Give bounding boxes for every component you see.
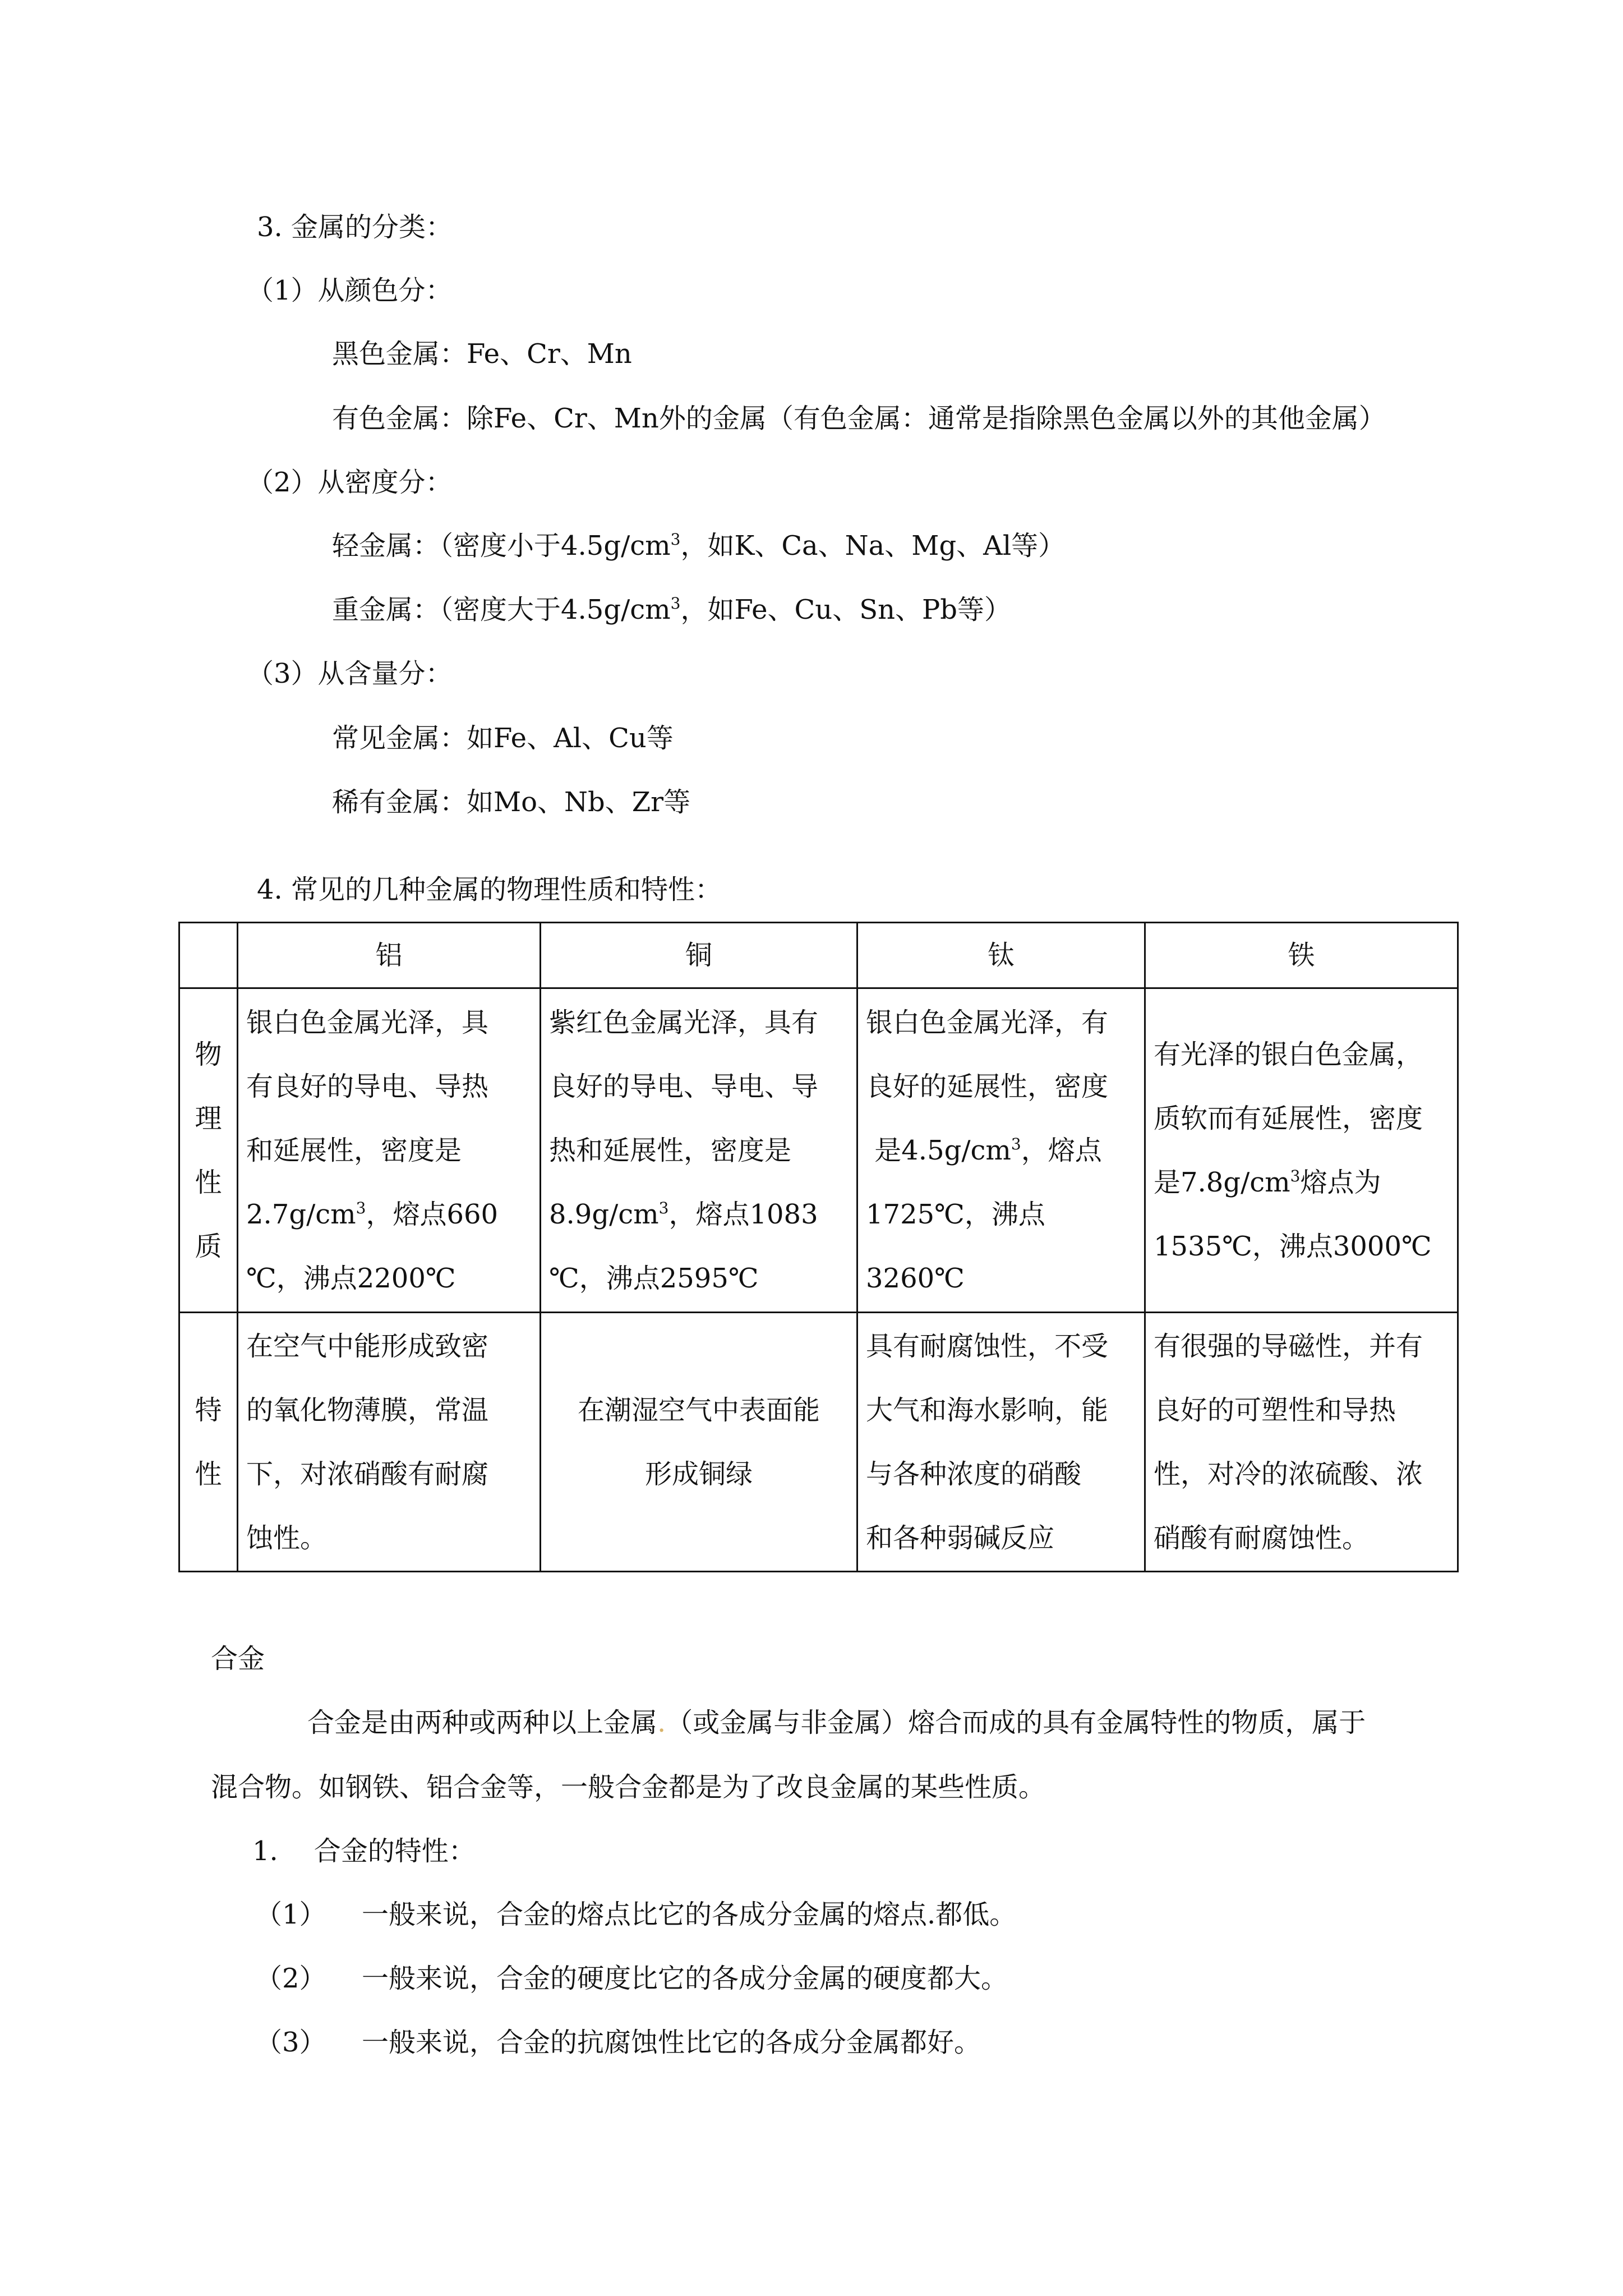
alloy-feature-3-number: （3） — [255, 2027, 326, 2058]
physical-properties-row — [179, 988, 1458, 1313]
metal-properties-table — [178, 922, 1459, 1572]
aluminum-physical-cell: 银白色金属光泽，具 有良好的导电、导热 和延展性，密度是 $2.7g/cm^3$，熔点660 ℃，沸点2200℃ — [238, 988, 541, 1313]
table-header-row — [179, 923, 1458, 988]
special-properties-row — [179, 1313, 1458, 1572]
colored-metals-line: 有色金属：除Fe、Cr、Mn外的金属（有色金属：通常是指除黑色金属以外的其他金属） — [332, 403, 1386, 434]
by-content-label: （3）从含量分： — [247, 658, 453, 689]
copper-special-cell: 在潮湿空气中表面能 形成铜绿 — [541, 1313, 857, 1572]
common-metals-line: 常见金属：如Fe、Al、Cu等 — [332, 723, 674, 754]
column-header-aluminum: 铝 — [238, 923, 541, 988]
titanium-physical-cell: 银白色金属光泽，有 良好的延展性，密度 是$4.5g/cm^3$，熔点 1725℃，沸点3260℃ — [857, 988, 1145, 1313]
column-header-iron: 铁 — [1145, 923, 1458, 988]
black-metals-line: 黑色金属：Fe、Cr、Mn — [332, 338, 632, 370]
iron-physical-cell: 有光泽的银白色金属， 质软而有延展性，密度 是$7.8g/cm^3$熔点为 1535℃，沸点3000℃ — [1145, 988, 1458, 1313]
alloy-feature-2-text: 一般来说，合金的硬度比它的各成分金属的硬度都大。 — [362, 1963, 1008, 1994]
alloy-feature-1-number: （1） — [255, 1899, 326, 1930]
special-properties-label: 特 性 — [179, 1313, 238, 1572]
iron-special-cell: 有很强的导磁性，并有 良好的可塑性和导热 性，对冷的浓硫酸、浓 硝酸有耐腐蚀性。 — [1145, 1313, 1458, 1572]
titanium-special-cell: 具有耐腐蚀性，不受 大气和海水影响，能 与各种浓度的硝酸 和各种弱碱反应 — [857, 1313, 1145, 1572]
column-header-titanium: 钛 — [857, 923, 1145, 988]
by-density-label: （2）从密度分： — [247, 467, 453, 498]
alloy-feature-1-text: 一般来说，合金的熔点比它的各成分金属的熔点.都低。 — [362, 1899, 1017, 1930]
section-4-heading: 4. 常见的几种金属的物理性质和特性： — [257, 874, 722, 905]
aluminum-special-cell: 在空气中能形成致密 的氧化物薄膜，常温 下，对浓硝酸有耐腐 蚀性。 — [238, 1313, 541, 1572]
heavy-metals-line: 重金属：（密度大于$4.5g/cm^3$，如Fe、Cu、Sn、Pb等） — [332, 594, 1012, 625]
alloy-intro-line-1: 合金是由两种或两种以上金属.（或金属与非金属）熔合而成的具有金属特性的物质，属于 — [307, 1707, 1366, 1738]
alloy-feature-3-text: 一般来说，合金的抗腐蚀性比它的各成分金属都好。 — [362, 2027, 981, 2058]
rare-metals-line: 稀有金属：如Mo、Nb、Zr等 — [332, 786, 691, 818]
alloy-features-heading: 1. 合金的特性： — [252, 1835, 476, 1867]
alloy-feature-2-number: （2） — [255, 1963, 326, 1994]
alloy-intro-line-2: 混合物。如钢铁、铝合金等，一般合金都是为了改良金属的某些性质。 — [211, 1772, 1046, 1803]
table-corner-cell — [179, 923, 238, 988]
alloy-title: 合金 — [211, 1643, 265, 1674]
light-metals-line: 轻金属：（密度小于$4.5g/cm^3$，如K、Ca、Na、Mg、Al等） — [332, 530, 1066, 562]
by-color-label: （1）从颜色分： — [247, 275, 453, 306]
section-3-heading: 3. 金属的分类： — [257, 211, 453, 243]
physical-properties-label: 物 理 性 质 — [179, 988, 238, 1313]
column-header-copper: 铜 — [541, 923, 857, 988]
copper-physical-cell: 紫红色金属光泽，具有 良好的导电、导电、导 热和延展性，密度是 $8.9g/cm^3$，熔点1083 ℃，沸点2595℃ — [541, 988, 857, 1313]
